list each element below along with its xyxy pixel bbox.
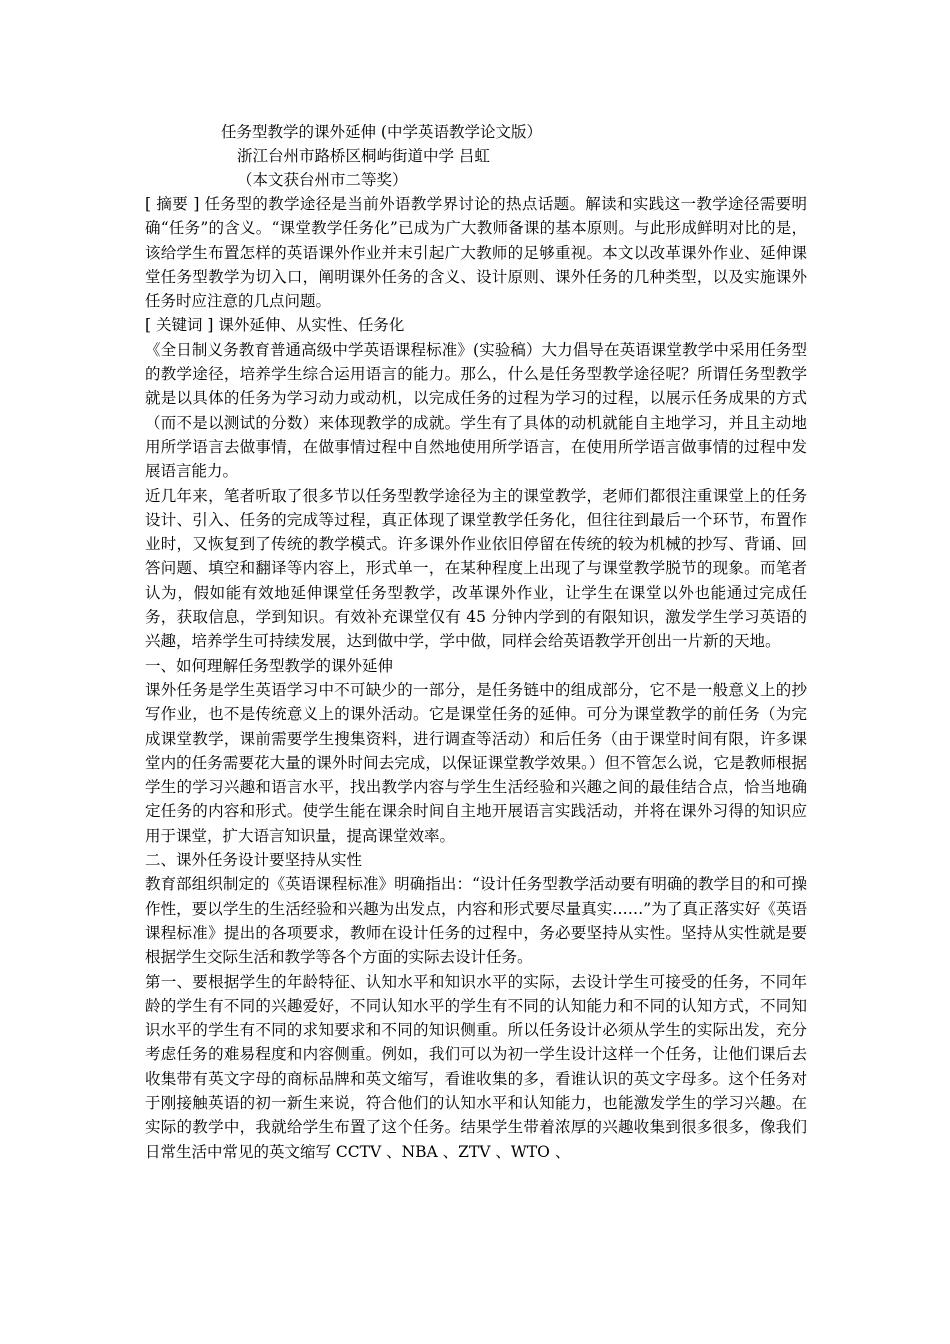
body-paragraph: 近几年来，笔者听取了很多节以任务型教学途径为主的课堂教学，老师们都很注重课堂上的任务设计、引入、任务的完成等过程，真正体现了课堂教学任务化，但往往到最后一个环节，布置作业时，又恢复到了传统的教学模式。许多课外作业依旧停留在传统的较为机械的抄写、背诵、回答问题、填空和翻译等内容上，形式单一，在某种程度上出现了与课堂教学脱节的现象。而笔者认为，假如能有效地延伸课堂任务型教学，改革课外作业，让学生在课堂以外也能通过完成任务，获取信息，学到知识。有效补充课堂仅有 45 分钟内学到的有限知识，激发学生学习英语的兴趣，培养学生可持续发展，达到做中学，学中做，同样会给英语教学开创出一片新的天地。 bbox=[145, 486, 807, 651]
title-block bbox=[145, 120, 807, 192]
award-note: （本文获台州市二等奖） bbox=[237, 171, 408, 189]
body-paragraph: 教育部组织制定的《英语课程标准》明确指出：“设计任务型教学活动要有明确的教学目的和可操作性，要以学生的生活经验和兴趣为出发点，内容和形式要尽量真实……”为了真正落实好《英语课程标准》提出的各项要求，教师在设计任务的过程中，务必要坚持从实性。坚持从实性就是要根据学生交际生活和教学等各个方面的实际去设计任务。 bbox=[145, 875, 807, 967]
body-paragraph: 课外任务是学生英语学习中不可缺少的一部分，是任务链中的组成部分，它不是一般意义上的抄写作业，也不是传统意义上的课外活动。它是课堂任务的延伸。可分为课堂教学的前任务（为完成课堂教学，课前需要学生搜集资料，进行调查等活动）和后任务（由于课堂时间有限，许多课堂内的任务需要花大量的课外时间去完成，以保证课堂教学效果。）但不管怎么说，它是教师根据学生的学习兴趣和语言水平，找出教学内容与学生生活经验和兴趣之间的最佳结合点，恰当地确定任务的内容和形式。使学生能在课余时间自主地开展语言实践活动，并将在课外习得的知识应用于课堂，扩大语言知识量，提高课堂效率。 bbox=[145, 680, 807, 845]
section-heading: 二、课外任务设计要坚持从实性 bbox=[145, 851, 363, 870]
section-heading: 一、如何理解任务型教学的课外延伸 bbox=[145, 656, 394, 675]
author-line: 浙江台州市路桥区桐屿街道中学 吕虹 bbox=[237, 147, 490, 165]
document-page bbox=[145, 120, 807, 1164]
body-paragraph: 《全日制义务教育普通高级中学英语课程标准》(实验稿）大力倡导在英语课堂教学中采用任务型的教学途径，培养学生综合运用语言的能力。那么，什么是任务型教学途径呢？所谓任务型教学就是以具体的任务为学习动力或动机，以完成任务的过程为学习的过程，以展示任务成果的方式（而不是以测试的分数）来体现教学的成就。学生有了具体的动机就能自主地学习，并且主动地用所学语言去做事情，在做事情过程中自然地使用所学语言，在使用所学语言做事情的过程中发展语言能力。 bbox=[145, 340, 807, 481]
paper-title: 任务型教学的课外延伸 (中学英语教学论文版） bbox=[221, 123, 542, 141]
body-paragraph: 第一、要根据学生的年龄特征、认知水平和知识水平的实际，去设计学生可接受的任务，不同年龄的学生有不同的兴趣爱好，不同认知水平的学生有不同的认知能力和不同的认知方式，不同知识水平的学生有不同的求知要求和不同的知识侧重。所以任务设计必须从学生的实际出发，充分考虑任务的难易程度和内容侧重。例如，我们可以为初一学生设计这样一个任务，让他们课后去收集带有英文字母的商标品牌和英文缩写，看谁收集的多，看谁认识的英文字母多。这个任务对于刚接触英语的初一新生来说，符合他们的认知水平和认知能力，也能激发学生的学习兴趣。在实际的教学中，我就给学生布置了这个任务。结果学生带着浓厚的兴趣收集到很多很多，像我们日常生活中常见的英文缩写 CCTV 、NBA 、ZTV 、WTO 、 bbox=[145, 972, 807, 1161]
keywords-line: [ 关键词 ] 课外延伸、从实性、任务化 bbox=[145, 316, 405, 335]
abstract-paragraph: [ 摘要 ] 任务型的教学途径是当前外语教学界讨论的热点话题。解读和实践这一教学途径需要明确“任务”的含义。“课堂教学任务化”已成为广大教师备课的基本原则。与此形成鲜明对比的是，该给学生布置怎样的英语课外作业并末引起广大教师的足够重视。本文以改革课外作业、延伸课堂任务型教学为切入口，阐明课外任务的含义、设计原则、课外任务的几种类型，以及实施课外任务时应注意的几点问题。 bbox=[145, 195, 807, 311]
